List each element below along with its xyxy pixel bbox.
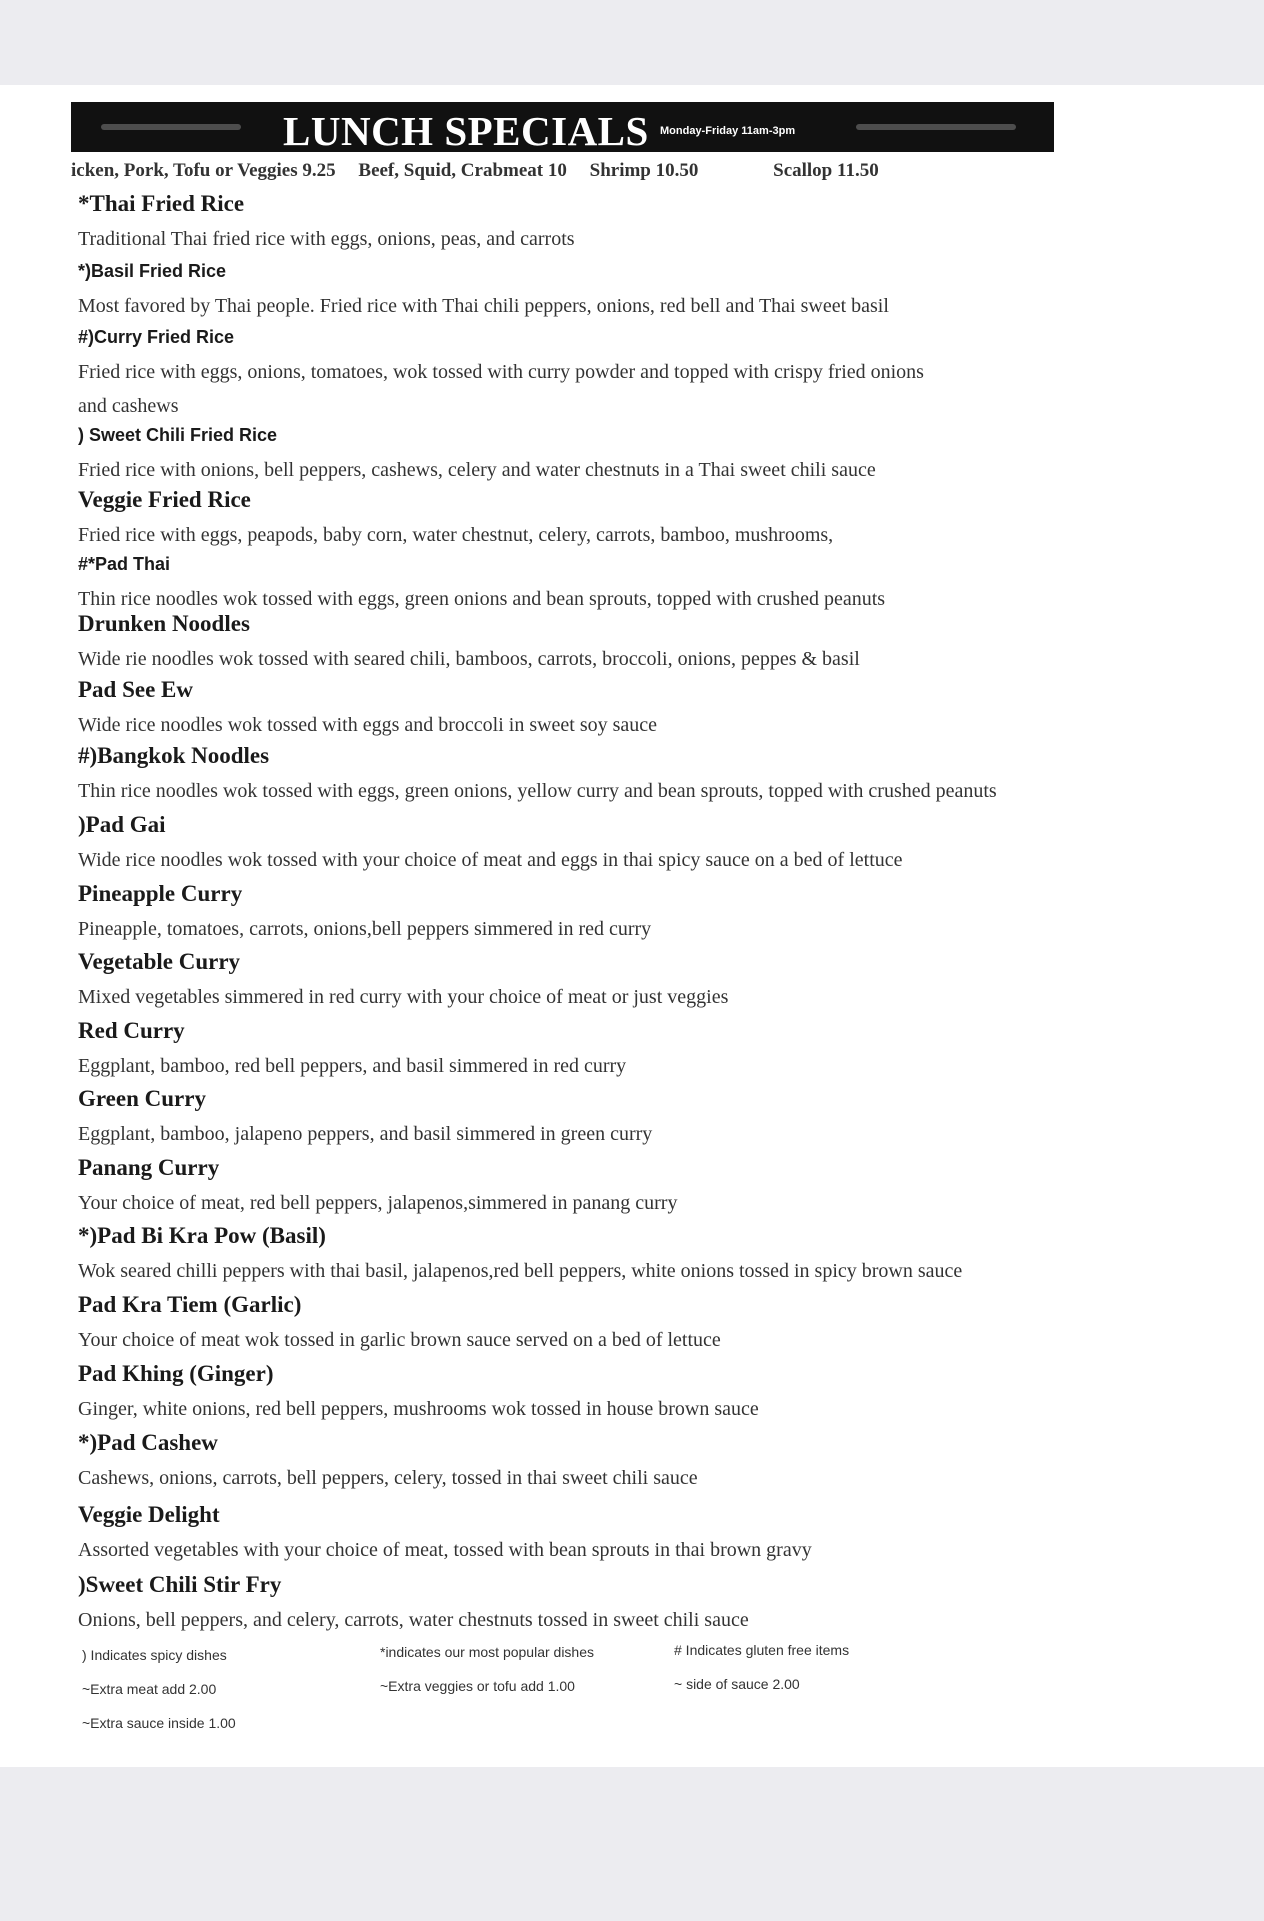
menu-item-name: Pad Kra Tiem (Garlic) xyxy=(78,1292,302,1317)
price-scallop: Scallop 11.50 xyxy=(773,160,879,181)
menu-item-name: Red Curry xyxy=(78,1018,185,1043)
menu-item xyxy=(78,741,997,808)
menu-item-name: Pineapple Curry xyxy=(78,881,243,906)
menu-item-name: #)Bangkok Noodles xyxy=(78,743,270,768)
menu-item xyxy=(78,947,728,1014)
menu-item xyxy=(78,256,889,323)
lunch-specials-banner xyxy=(71,102,1054,152)
menu-item-name: Pad See Ew xyxy=(78,677,193,702)
menu-item-name: )Pad Gai xyxy=(78,812,166,837)
price-beef: Beef, Squid, Crabmeat 10 xyxy=(358,160,567,181)
menu-item xyxy=(78,322,924,423)
menu-item-desc: Most favored by Thai people. Fried rice with Thai chili peppers, onions, red bell and Thai sweet basil xyxy=(78,295,889,317)
menu-item-desc: Eggplant, bamboo, jalapeno peppers, and basil simmered in green curry xyxy=(78,1123,653,1145)
menu-item xyxy=(78,1570,749,1637)
menu-item-name: Pad Khing (Ginger) xyxy=(78,1361,274,1386)
note-side-sauce: ~ side of sauce 2.00 xyxy=(674,1676,800,1692)
menu-item-desc: Wok seared chilli peppers with thai basil, jalapenos,red bell peppers, white onions tossed in spicy brown sauce xyxy=(78,1260,963,1282)
menu-item-name: *)Pad Cashew xyxy=(78,1430,218,1455)
menu-item-name: *Thai Fried Rice xyxy=(78,191,245,216)
menu-item xyxy=(78,879,651,946)
menu-item-name: #*Pad Thai xyxy=(78,554,171,574)
menu-item xyxy=(78,485,833,552)
banner-hours: Monday-Friday 11am-3pm xyxy=(660,125,796,137)
banner-smudge-left xyxy=(101,124,241,130)
menu-item-name: Vegetable Curry xyxy=(78,949,241,974)
note-gluten-free: # Indicates gluten free items xyxy=(674,1642,850,1658)
menu-item xyxy=(78,420,876,487)
menu-item xyxy=(78,675,657,742)
menu-item-desc: Wide rie noodles wok tossed with seared chili, bamboos, carrots, broccoli, onions, peppes & basil xyxy=(78,648,860,670)
menu-item-desc: Cashews, onions, carrots, bell peppers, celery, tossed in thai sweet chili sauce xyxy=(78,1467,698,1489)
menu-item xyxy=(78,1153,677,1220)
menu-item-desc: Assorted vegetables with your choice of meat, tossed with bean sprouts in thai brown gravy xyxy=(78,1539,812,1561)
note-popular: *indicates our most popular dishes xyxy=(380,1644,595,1660)
menu-item xyxy=(78,1221,962,1288)
menu-item-desc: Traditional Thai fried rice with eggs, onions, peas, and carrots xyxy=(78,228,575,250)
menu-item xyxy=(78,549,885,616)
note-extra-veggies: ~Extra veggies or tofu add 1.00 xyxy=(380,1678,575,1694)
price-chicken: icken, Pork, Tofu or Veggies 9.25 xyxy=(71,160,336,181)
menu-item xyxy=(78,189,575,256)
menu-item-desc: Fried rice with onions, bell peppers, cashews, celery and water chestnuts in a Thai sweet chili sauce xyxy=(78,459,876,481)
note-extra-sauce: ~Extra sauce inside 1.00 xyxy=(82,1715,236,1731)
note-extra-meat: ~Extra meat add 2.00 xyxy=(82,1681,217,1697)
menu-item xyxy=(78,1428,698,1495)
menu-item xyxy=(78,810,903,877)
menu-item-desc: Wide rice noodles wok tossed with your choice of meat and eggs in thai spicy sauce on a bed of lettuce xyxy=(78,849,903,871)
menu-item-desc: Your choice of meat wok tossed in garlic brown sauce served on a bed of lettuce xyxy=(78,1329,721,1351)
menu-item xyxy=(78,609,860,676)
menu-item-desc: Fried rice with eggs, onions, tomatoes, wok tossed with curry powder and topped with crispy fried onions xyxy=(78,361,924,383)
menu-item-name: )Sweet Chili Stir Fry xyxy=(78,1572,282,1597)
menu-item-desc-cont: and cashews xyxy=(78,395,179,417)
menu-item-name: Veggie Delight xyxy=(78,1502,220,1527)
protein-prices xyxy=(71,160,897,182)
menu-item-desc: Thin rice noodles wok tossed with eggs, green onions, yellow curry and bean sprouts, topped with crushed peanuts xyxy=(78,780,997,802)
menu-item-desc: Fried rice with eggs, peapods, baby corn, water chestnut, celery, carrots, bamboo, mushrooms, xyxy=(78,524,834,546)
menu-item-desc: Onions, bell peppers, and celery, carrots, water chestnuts tossed in sweet chili sauce xyxy=(78,1609,749,1631)
menu-item-name: Veggie Fried Rice xyxy=(78,487,251,512)
menu-item-desc: Pineapple, tomatoes, carrots, onions,bell peppers simmered in red curry xyxy=(78,918,652,940)
menu-item-name: Green Curry xyxy=(78,1086,206,1111)
menu-item-name: *)Basil Fried Rice xyxy=(78,261,227,281)
menu-item xyxy=(78,1084,652,1151)
menu-item-name: *)Pad Bi Kra Pow (Basil) xyxy=(78,1223,326,1248)
menu-item-desc: Thin rice noodles wok tossed with eggs, green onions and bean sprouts, topped with crushed peanuts xyxy=(78,588,886,610)
menu-item-desc: Ginger, white onions, red bell peppers, mushrooms wok tossed in house brown sauce xyxy=(78,1398,759,1420)
menu-item xyxy=(78,1500,812,1567)
menu-item-name: ) Sweet Chili Fried Rice xyxy=(78,425,278,445)
menu-item-desc: Eggplant, bamboo, red bell peppers, and basil simmered in red curry xyxy=(78,1055,627,1077)
menu-page xyxy=(0,85,1264,1767)
menu-item-name: #)Curry Fried Rice xyxy=(78,327,235,347)
menu-item-desc: Wide rice noodles wok tossed with eggs and broccoli in sweet soy sauce xyxy=(78,714,658,736)
menu-item xyxy=(78,1290,721,1357)
menu-item-desc: Mixed vegetables simmered in red curry with your choice of meat or just veggies xyxy=(78,986,729,1008)
menu-item-desc: Your choice of meat, red bell peppers, jalapenos,simmered in panang curry xyxy=(78,1192,678,1214)
menu-item xyxy=(78,1016,626,1083)
banner-smudge-right xyxy=(856,124,1016,130)
banner-title: LUNCH SPECIALS xyxy=(283,108,649,154)
menu-item-name: Panang Curry xyxy=(78,1155,220,1180)
menu-item-name: Drunken Noodles xyxy=(78,611,250,636)
note-spicy: ) Indicates spicy dishes xyxy=(82,1647,227,1663)
menu-item xyxy=(78,1359,759,1426)
price-shrimp: Shrimp 10.50 xyxy=(589,160,699,181)
